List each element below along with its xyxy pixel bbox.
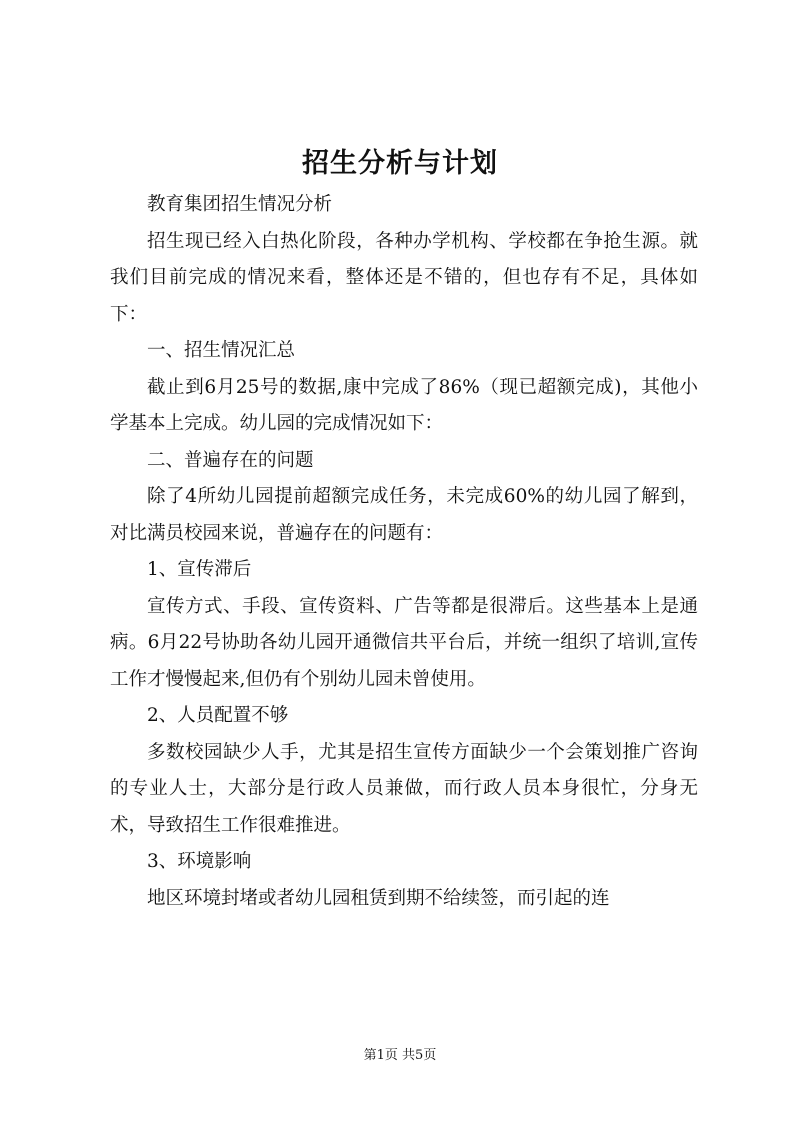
paragraph-environment: 地区环境封堵或者幼儿园租赁到期不给续签，而引起的连 (147, 887, 610, 909)
subheading-environment: 3、环境影响 (147, 851, 252, 872)
section-heading-summary: 一、招生情况汇总 (147, 340, 296, 361)
paragraph-intro: 招生现已经入白热化阶段，各种办学机构、学校都在争抢生源。就我们目前完成的情况来看，整体还是不错的，但也存有不足，具体如下： (110, 230, 698, 325)
document-title: 招生分析与计划 (302, 148, 498, 179)
page-number-footer: 第1页 共5页 (363, 1048, 437, 1063)
paragraph-staffing: 多数校园缺少人手，尤其是招生宣传方面缺少一个会策划推广咨询的专业人士，大部分是行政人员兼做，而行政人员本身很忙，分身无术，导致招生工作很难推进。 (110, 741, 698, 836)
paragraph-summary: 截止到6月25号的数据,康中完成了86%（现已超额完成)，其他小学基本上完成。幼儿园的完成情况如下： (110, 376, 698, 434)
paragraph-problems: 除了4所幼儿园提前超额完成任务，未完成60%的幼儿园了解到，对比满员校园来说，普遍存在的问题有： (110, 486, 698, 544)
subheading-staffing: 2、人员配置不够 (147, 705, 289, 726)
document-body (110, 187, 698, 917)
section-heading-problems: 二、普遍存在的问题 (147, 449, 314, 471)
paragraph-publicity: 宣传方式、手段、宣传资料、广告等都是很滞后。这些基本上是通病。6月22号协助各幼儿园开通微信共平台后，并统一组织了培训,宣传工作才慢慢起来,但仍有个别幼儿园未曾使用。 (110, 595, 698, 690)
paragraph-subtitle: 教育集团招生情况分析 (147, 194, 333, 215)
subheading-publicity: 1、宣传滞后 (147, 559, 252, 580)
